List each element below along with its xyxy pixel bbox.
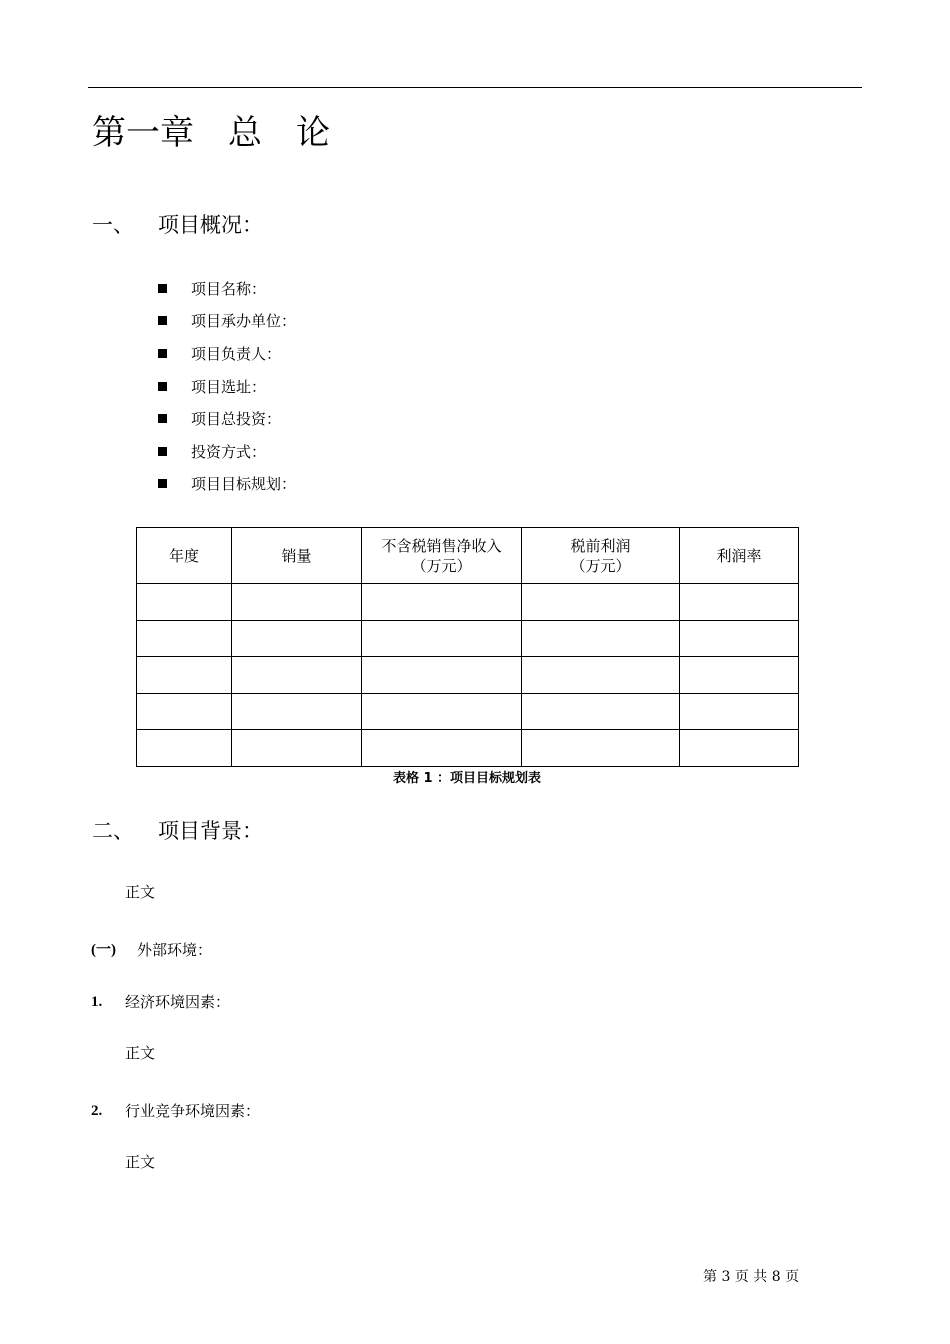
table-header-row [137, 528, 799, 584]
header-pretax-profit: 税前利润 （万元） [522, 528, 680, 584]
section1-number: 一、 [92, 213, 134, 237]
square-bullet-icon [158, 284, 167, 293]
item1-title: 经济环境因素： [125, 993, 231, 1011]
list-item: 项目总投资： [158, 402, 296, 435]
project-overview-list [158, 272, 296, 500]
header-sales-volume: 销量 [232, 528, 362, 584]
section2-number: 二、 [92, 819, 134, 843]
header-year: 年度 [137, 528, 232, 584]
item2-number: 2. [91, 1103, 103, 1119]
list-item: 项目名称： [158, 272, 296, 305]
table-row [137, 657, 799, 694]
list-item: 项目负责人： [158, 337, 296, 370]
section2-title: 项目背景： [158, 819, 263, 843]
item1-number: 1. [91, 994, 103, 1010]
section2-body: 正文 [125, 883, 156, 901]
square-bullet-icon [158, 414, 167, 423]
page-number: 第 3 页 共 8 页 [703, 1269, 800, 1285]
list-item: 项目承办单位： [158, 305, 296, 338]
header-rule [88, 87, 862, 88]
list-item: 项目选址： [158, 370, 296, 403]
item2-body: 正文 [125, 1153, 156, 1171]
table-row [137, 584, 799, 621]
square-bullet-icon [158, 447, 167, 456]
list-item: 项目目标规划： [158, 468, 296, 501]
table-row [137, 693, 799, 730]
header-net-revenue: 不含税销售净收入 （万元） [362, 528, 522, 584]
list-item: 投资方式： [158, 435, 296, 468]
item2-title: 行业竞争环境因素： [125, 1102, 261, 1120]
table-caption: 表格 1 ：项目目标规划表 [392, 771, 542, 786]
square-bullet-icon [158, 316, 167, 325]
subsection-number: (一) [91, 942, 116, 958]
section1-title: 项目概况： [158, 213, 263, 237]
header-profit-margin: 利润率 [680, 528, 799, 584]
square-bullet-icon [158, 349, 167, 358]
chapter-title: 第一章 总 论 [92, 113, 330, 153]
subsection-title: 外部环境： [137, 941, 213, 959]
item1-body: 正文 [125, 1044, 156, 1062]
table-row [137, 730, 799, 767]
table-row [137, 620, 799, 657]
square-bullet-icon [158, 479, 167, 488]
square-bullet-icon [158, 382, 167, 391]
project-plan-table [136, 527, 799, 767]
